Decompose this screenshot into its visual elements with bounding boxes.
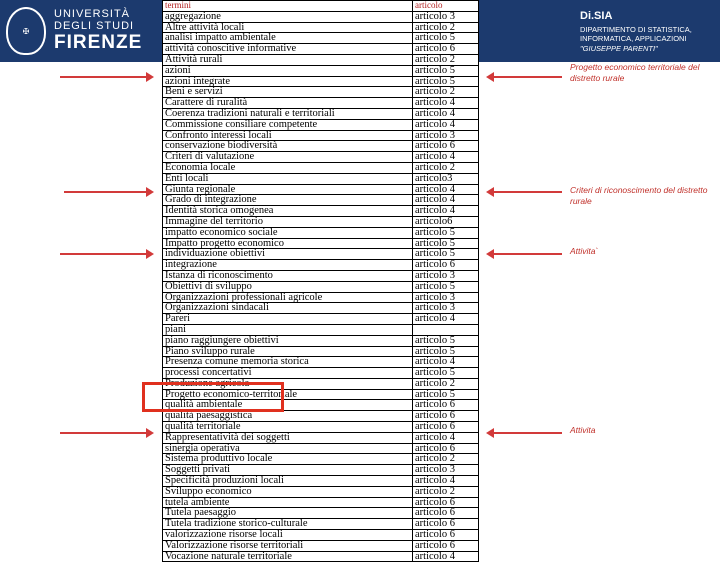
term-cell: Obiettivi di sviluppo (163, 281, 413, 292)
table-row (163, 22, 479, 33)
term-cell: aggregazione (163, 11, 413, 22)
article-cell: articolo 2 (413, 454, 479, 465)
article-cell: articolo 4 (413, 98, 479, 109)
university-name-line1: UNIVERSITÀ (54, 8, 131, 21)
article-cell: articolo 5 (413, 389, 479, 400)
term-cell: Organizzazioni sindacali (163, 303, 413, 314)
article-cell: articolo 2 (413, 486, 479, 497)
table-row (163, 108, 479, 119)
article-cell: articolo 6 (413, 411, 479, 422)
term-cell: Progetto economico-territoriale (163, 389, 413, 400)
table-row (163, 238, 479, 249)
term-cell: Rappresentatività dei soggetti (163, 432, 413, 443)
table-row (163, 162, 479, 173)
term-cell: Tutela tradizione storico-culturale (163, 519, 413, 530)
term-cell: Tutela paesaggio (163, 508, 413, 519)
article-cell: articolo 5 (413, 76, 479, 87)
term-cell: conservazione biodiversità (163, 141, 413, 152)
table-row (163, 44, 479, 55)
table-row (163, 411, 479, 422)
table-row (163, 227, 479, 238)
term-cell: Produzione agricola (163, 378, 413, 389)
table-row (163, 33, 479, 44)
term-cell: qualità paesaggistica (163, 411, 413, 422)
term-cell: Giunta regionale (163, 184, 413, 195)
terms-table (162, 0, 479, 562)
term-cell: Sviluppo economico (163, 486, 413, 497)
article-cell: articolo 5 (413, 281, 479, 292)
article-cell: articolo 5 (413, 368, 479, 379)
article-cell: articolo 6 (413, 443, 479, 454)
term-cell: piano raggiungere obiettivi (163, 335, 413, 346)
article-cell: articolo 6 (413, 519, 479, 530)
table-row (163, 11, 479, 22)
table-row (163, 357, 479, 368)
term-cell: Altre attività locali (163, 22, 413, 33)
article-cell: articolo 4 (413, 314, 479, 325)
term-cell: attività conoscitive informative (163, 44, 413, 55)
table-row (163, 206, 479, 217)
article-cell: articolo 6 (413, 540, 479, 551)
article-cell: articolo 2 (413, 87, 479, 98)
table-row (163, 130, 479, 141)
table-row (163, 260, 479, 271)
table-row (163, 432, 479, 443)
article-cell: articolo 5 (413, 346, 479, 357)
article-cell: articolo 4 (413, 184, 479, 195)
article-cell: articolo 3 (413, 11, 479, 22)
article-cell: articolo 3 (413, 292, 479, 303)
table-row (163, 497, 479, 508)
article-cell: articolo 5 (413, 238, 479, 249)
term-cell: Valorizzazione risorse territoriali (163, 540, 413, 551)
table-row (163, 98, 479, 109)
article-cell: articolo 6 (413, 44, 479, 55)
table-row (163, 173, 479, 184)
article-cell: articolo 4 (413, 195, 479, 206)
table-row (163, 551, 479, 562)
article-cell: articolo 3 (413, 130, 479, 141)
university-seal-icon: ✠ (6, 7, 46, 55)
table-row (163, 54, 479, 65)
article-cell: articolo 6 (413, 508, 479, 519)
university-logo (6, 4, 156, 58)
table-row (163, 465, 479, 476)
article-cell: articolo 4 (413, 476, 479, 487)
term-cell: Specificità produzioni locali (163, 476, 413, 487)
term-cell: valorizzazione risorse locali (163, 530, 413, 541)
article-cell: articolo 2 (413, 54, 479, 65)
term-cell: Impatto progetto economico (163, 238, 413, 249)
arrow-left-2 (488, 191, 562, 193)
term-cell: Immagine del territorio (163, 216, 413, 227)
article-cell: articolo 6 (413, 260, 479, 271)
department-line1: DIPARTIMENTO DI STATISTICA, (580, 25, 692, 34)
article-cell: articolo 4 (413, 551, 479, 562)
term-cell: tutela ambiente (163, 497, 413, 508)
department-line3: "GIUSEPPE PARENTI" (580, 43, 658, 53)
table-row (163, 346, 479, 357)
header-cell-article: articolo (413, 1, 479, 12)
term-cell: Soggetti privati (163, 465, 413, 476)
term-cell: Economia locale (163, 162, 413, 173)
term-cell: piani (163, 324, 413, 335)
article-cell: articolo 6 (413, 422, 479, 433)
table-row (163, 249, 479, 260)
header-cell-term: termini (163, 1, 413, 12)
term-cell: Organizzazioni professionali agricole (163, 292, 413, 303)
term-cell: processi concertativi (163, 368, 413, 379)
term-cell: Coerenza tradizioni naturali e territoriali (163, 108, 413, 119)
table-row (163, 87, 479, 98)
article-cell: articolo 6 (413, 400, 479, 411)
table-row (163, 519, 479, 530)
article-cell: articolo 5 (413, 335, 479, 346)
term-cell: individuazione obiettivi (163, 249, 413, 260)
arrow-left-4 (488, 432, 562, 434)
term-cell: Vocazione naturale territoriale (163, 551, 413, 562)
article-cell: articolo 4 (413, 152, 479, 163)
arrow-left-3 (488, 253, 562, 255)
terms-table-panel (162, 0, 478, 562)
article-cell: articolo 5 (413, 65, 479, 76)
term-cell: Identità storica omogenea (163, 206, 413, 217)
table-row (163, 368, 479, 379)
note-progetto: Progetto economico territoriale del distretto rurale (570, 62, 700, 84)
table-row (163, 422, 479, 433)
term-cell: Presenza comune memoria storica (163, 357, 413, 368)
term-cell: qualità territoriale (163, 422, 413, 433)
term-cell: azioni (163, 65, 413, 76)
term-cell: sinergia operativa (163, 443, 413, 454)
article-cell: articolo 4 (413, 119, 479, 130)
table-row (163, 314, 479, 325)
term-cell: Sistema produttivo locale (163, 454, 413, 465)
article-cell: articolo 6 (413, 530, 479, 541)
article-cell: articolo 4 (413, 206, 479, 217)
table-row (163, 281, 479, 292)
article-cell: articolo 6 (413, 497, 479, 508)
table-row (163, 65, 479, 76)
term-cell: Enti locali (163, 173, 413, 184)
table-row (163, 141, 479, 152)
term-cell: Beni e servizi (163, 87, 413, 98)
article-cell: articolo 3 (413, 465, 479, 476)
arrow-right-1 (60, 76, 152, 78)
term-cell: Grado di integrazione (163, 195, 413, 206)
term-cell: Commissione consiliare competente (163, 119, 413, 130)
article-cell: articolo 2 (413, 378, 479, 389)
table-row (163, 292, 479, 303)
table-row (163, 530, 479, 541)
terms-table-body (163, 1, 479, 562)
table-row (163, 540, 479, 551)
university-name-line3: FIRENZE (54, 31, 143, 53)
table-row (163, 508, 479, 519)
term-cell: Carattere di ruralità (163, 98, 413, 109)
term-cell: Istanza di riconoscimento (163, 270, 413, 281)
article-cell: articolo 3 (413, 270, 479, 281)
table-row (163, 476, 479, 487)
note-attivita-2: Attivita (570, 425, 596, 435)
term-cell: Attività rurali (163, 54, 413, 65)
article-cell: articolo 3 (413, 303, 479, 314)
table-row (163, 454, 479, 465)
article-cell: articolo 4 (413, 357, 479, 368)
term-cell: azioni integrate (163, 76, 413, 87)
article-cell: articolo 2 (413, 22, 479, 33)
article-cell: articolo 5 (413, 227, 479, 238)
article-cell: articolo6 (413, 216, 479, 227)
arrow-right-4 (60, 432, 152, 434)
article-cell: articolo 5 (413, 33, 479, 44)
table-row (163, 335, 479, 346)
table-header-row (163, 1, 479, 12)
article-cell: articolo 4 (413, 108, 479, 119)
article-cell: articolo 4 (413, 432, 479, 443)
term-cell: integrazione (163, 260, 413, 271)
term-cell: impatto economico sociale (163, 227, 413, 238)
highlight-box (142, 382, 284, 412)
table-row (163, 195, 479, 206)
table-row (163, 216, 479, 227)
university-name-line2: DEGLI STUDI (54, 20, 135, 33)
department-block (580, 10, 692, 53)
article-cell (413, 324, 479, 335)
article-cell: articolo 6 (413, 141, 479, 152)
department-line2: INFORMATICA, APPLICAZIONI (580, 34, 687, 44)
term-cell: Pareri (163, 314, 413, 325)
term-cell: Piano sviluppo rurale (163, 346, 413, 357)
arrow-right-2 (64, 191, 152, 193)
term-cell: qualità ambientale (163, 400, 413, 411)
table-row (163, 119, 479, 130)
note-attivita-1: Attivita` (570, 246, 599, 256)
article-cell: articolo3 (413, 173, 479, 184)
arrow-left-1 (488, 76, 562, 78)
table-row (163, 486, 479, 497)
table-row (163, 152, 479, 163)
department-title: Di.SIA (580, 10, 613, 22)
term-cell: analisi impatto ambientale (163, 33, 413, 44)
table-row (163, 270, 479, 281)
table-row (163, 76, 479, 87)
table-row (163, 184, 479, 195)
article-cell: articolo 5 (413, 249, 479, 260)
article-cell: articolo 2 (413, 162, 479, 173)
table-row (163, 443, 479, 454)
term-cell: Confronto interessi locali (163, 130, 413, 141)
university-name (54, 9, 142, 52)
note-criteri: Criteri di riconoscimento del distretto rurale (570, 185, 708, 207)
term-cell: Criteri di valutazione (163, 152, 413, 163)
arrow-right-3 (60, 253, 152, 255)
table-row (163, 303, 479, 314)
table-row (163, 324, 479, 335)
